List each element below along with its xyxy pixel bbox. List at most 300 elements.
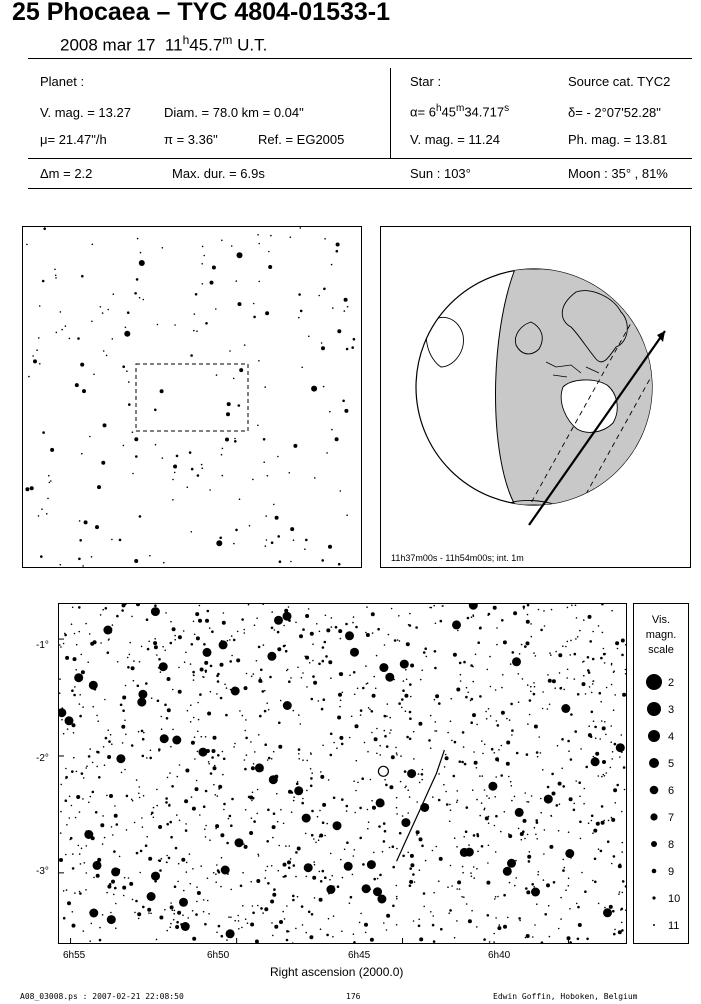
star-dot [322, 646, 325, 649]
star-dot [114, 887, 117, 890]
star-dot [339, 706, 341, 708]
star-dot [354, 849, 356, 851]
star-dot [164, 704, 167, 707]
star-dot [471, 616, 473, 618]
star-dot [622, 693, 626, 697]
star-dot [41, 508, 43, 510]
star-dot [216, 675, 219, 678]
star-dot [376, 753, 378, 755]
star-dot [63, 890, 65, 892]
star-dot [404, 694, 408, 698]
star-dot [594, 881, 597, 884]
star-dot [410, 696, 412, 698]
star-dot [416, 830, 420, 834]
star-dot [136, 779, 138, 781]
globe-caption: 11h37m00s - 11h54m00s; int. 1m [391, 553, 524, 563]
star-dot [471, 910, 473, 912]
star-dot [538, 871, 540, 873]
star-dot [65, 799, 68, 802]
star-dot [341, 930, 343, 932]
star-dot [593, 720, 595, 722]
star-dot [228, 916, 230, 918]
star-dot [209, 839, 211, 841]
star-dot [203, 648, 212, 657]
star-dot [509, 719, 511, 721]
star-dot [156, 789, 158, 791]
star-dot [451, 740, 453, 742]
star-dot [580, 748, 582, 750]
star-dot [226, 929, 235, 938]
star-dot [614, 790, 616, 792]
star-dot [302, 628, 305, 631]
star-dot [365, 932, 367, 934]
star-dot [63, 733, 65, 735]
star-dot [614, 743, 617, 746]
star-dot [199, 605, 201, 607]
star-dot [111, 826, 113, 828]
star-dot [93, 877, 95, 879]
star-dot [598, 625, 600, 627]
star-dot [445, 791, 447, 793]
star-dot [97, 485, 101, 489]
star-dot [320, 880, 323, 883]
star-dot [386, 715, 388, 717]
asteroid-path [397, 750, 445, 861]
star-dot [197, 702, 199, 704]
star-dot [249, 831, 253, 835]
star-dot [389, 732, 391, 734]
star-dot [89, 748, 91, 750]
star-dot [591, 757, 600, 766]
star-dot [481, 802, 483, 804]
star-dot [557, 745, 559, 747]
star-dot [75, 383, 79, 387]
star-dot [267, 652, 276, 661]
star-declination: δ= - 2°07'52.28" [568, 105, 661, 120]
star-dot [350, 648, 359, 657]
star-dot [336, 747, 338, 749]
star-dot [495, 917, 497, 919]
star-dot [549, 845, 553, 849]
star-dot [396, 924, 398, 926]
star-dot [234, 920, 236, 922]
star-dot [223, 868, 226, 871]
star-dot [591, 820, 593, 822]
star-dot [568, 831, 570, 833]
star-dot [274, 629, 276, 631]
star-dot [301, 367, 303, 369]
star-dot [567, 607, 569, 609]
star-dot [384, 779, 386, 781]
star-dot [288, 790, 292, 794]
star-dot [433, 605, 435, 607]
star-dot [350, 896, 353, 899]
star-dot [199, 814, 201, 816]
star-dot [498, 749, 500, 751]
star-dot [311, 834, 314, 837]
star-dot [228, 818, 230, 820]
star-dot [197, 474, 200, 477]
star-dot [65, 656, 69, 660]
star-dot [146, 757, 148, 759]
star-dot [140, 252, 142, 254]
star-dot [248, 604, 250, 606]
star-dot [96, 874, 100, 878]
star-dot [231, 635, 233, 637]
globe-chart [381, 227, 690, 567]
star-dot [166, 717, 169, 720]
star-dot [379, 874, 382, 877]
star-dot [325, 615, 327, 617]
star-dot [423, 651, 426, 654]
star-dot [153, 641, 157, 645]
star-dot [611, 610, 613, 612]
star-dot [268, 251, 270, 253]
star-dot [242, 872, 244, 874]
star-dot [156, 939, 158, 941]
star-dot [171, 785, 174, 788]
star-dot [331, 264, 333, 266]
star-dot [432, 796, 434, 798]
star-dot [406, 642, 410, 646]
star-dot [173, 919, 175, 921]
star-dot [384, 715, 387, 718]
star-dot [379, 745, 381, 747]
star-dot [430, 715, 432, 717]
star-dot [267, 882, 270, 885]
star-dot [603, 820, 605, 822]
star-dot [533, 652, 535, 654]
star-dot [386, 745, 389, 748]
star-dot [418, 773, 420, 775]
star-dot [141, 730, 144, 733]
x-tick-label: 6h40 [488, 950, 511, 961]
star-dot [222, 475, 224, 477]
star-dot [456, 846, 458, 848]
scale-label: 10 [668, 893, 681, 905]
star-dot [203, 255, 205, 257]
star-dot [286, 905, 288, 907]
star-dot [419, 782, 421, 784]
star-dot [122, 365, 125, 368]
star-dot [271, 922, 273, 924]
star-dot [185, 823, 187, 825]
star-dot [100, 642, 102, 644]
star-dot [481, 845, 484, 848]
star-dot [593, 829, 597, 833]
star-dot [200, 668, 204, 672]
star-dot [616, 743, 625, 752]
star-dot [107, 651, 110, 654]
star-dot [270, 900, 274, 904]
star-dot [78, 558, 81, 561]
star-dot [360, 913, 362, 915]
star-dot [277, 535, 280, 538]
star-dot [238, 928, 240, 930]
star-dot [514, 796, 516, 798]
event-hour: 11 [164, 35, 183, 55]
star-dot [534, 924, 536, 926]
star-dot [462, 866, 464, 868]
star-dot [324, 835, 326, 837]
star-dot [457, 630, 459, 632]
star-dot [507, 917, 509, 919]
star-dot [577, 693, 580, 696]
star-dot [445, 756, 449, 760]
star-dot [345, 623, 348, 626]
star-dot [304, 548, 306, 550]
star-dot [201, 263, 203, 265]
star-dot [215, 828, 217, 830]
star-dot [234, 438, 236, 440]
star-dot [582, 661, 584, 663]
star-dot [119, 856, 121, 858]
star-dot [126, 795, 129, 798]
star-dot [107, 915, 116, 924]
star-dot [621, 654, 624, 657]
star-dot [423, 906, 425, 908]
scale-dot [652, 869, 657, 874]
star-dot [264, 877, 266, 879]
star-dot [459, 888, 461, 890]
star-dot [99, 927, 101, 929]
star-dot [306, 686, 308, 688]
star-dot [328, 918, 330, 920]
star-dot [531, 795, 533, 797]
star-dot [318, 839, 320, 841]
star-dot [237, 252, 243, 258]
planet-diameter: Diam. = 78.0 km = 0.04" [164, 105, 304, 120]
star-dot [273, 812, 276, 815]
star-dot [230, 689, 232, 691]
star-dot [434, 650, 437, 653]
star-dot [218, 788, 220, 790]
star-dot [147, 892, 156, 901]
star-dot [535, 655, 537, 657]
star-dot [284, 918, 286, 920]
star-dot [466, 806, 469, 809]
star-dot [167, 677, 171, 681]
star-dot [229, 639, 231, 641]
star-dot [169, 772, 171, 774]
star-dot [544, 913, 547, 916]
star-dot [88, 802, 90, 804]
star-dot [353, 780, 355, 782]
star-dot [107, 755, 111, 759]
star-dot [395, 747, 397, 749]
ra-minutes-unit: m [455, 103, 465, 114]
star-dot [591, 692, 593, 694]
star-dot [191, 643, 194, 646]
star-dot [166, 823, 169, 826]
star-dot [488, 797, 490, 799]
star-dot [389, 717, 391, 719]
star-dot [189, 451, 192, 454]
star-dot [310, 753, 312, 755]
star-dot [571, 605, 573, 607]
star-dot [253, 673, 255, 675]
star-dot [319, 810, 321, 812]
star-dot [238, 404, 241, 407]
scale-label: 2 [668, 677, 675, 689]
star-dot [268, 265, 272, 269]
star-chart [59, 604, 626, 943]
star-dot [473, 866, 475, 868]
star-dot [139, 872, 141, 874]
star-dot [271, 627, 274, 630]
star-dot [532, 936, 534, 938]
star-dot [256, 879, 260, 883]
star-dot [326, 823, 328, 825]
magnitude-drop: Δm = 2.2 [40, 166, 93, 181]
star-dot [576, 903, 578, 905]
star-dot [183, 900, 187, 904]
star-dot [293, 800, 295, 802]
star-dot [194, 634, 196, 636]
scale-title-scale: scale [648, 644, 674, 656]
star-dot [192, 671, 195, 674]
star-dot [400, 660, 409, 669]
star-dot [299, 634, 303, 638]
star-dot [342, 692, 344, 694]
star-dot [89, 940, 91, 942]
star-dot [244, 344, 246, 346]
star-dot [342, 877, 344, 879]
star-dot [570, 857, 572, 859]
star-dot [92, 762, 94, 764]
star-dot [238, 302, 242, 306]
star-dot [523, 819, 527, 823]
star-dot [50, 480, 52, 482]
star-dot [111, 743, 113, 745]
star-dot [285, 845, 287, 847]
star-dot [591, 815, 594, 818]
star-dot [113, 850, 116, 853]
star-dot [587, 656, 590, 659]
star-dot [618, 893, 620, 895]
star-dot [592, 832, 594, 834]
star-dot [345, 631, 354, 640]
star-dot [196, 886, 198, 888]
star-dot [414, 881, 416, 883]
star-dot [527, 614, 529, 616]
star-dot [161, 728, 163, 730]
star-dot [101, 461, 105, 465]
star-dot [604, 775, 606, 777]
star-dot [156, 654, 158, 656]
star-dot [203, 911, 205, 913]
star-dot [495, 815, 498, 818]
star-dot [201, 736, 203, 738]
star-dot [339, 736, 343, 740]
star-dot [614, 929, 616, 931]
star-dot [364, 742, 366, 744]
star-dot [475, 654, 477, 656]
star-dot [561, 768, 563, 770]
star-dot [163, 562, 165, 564]
star-dot [150, 750, 152, 752]
star-dot [216, 374, 218, 376]
star-dot [124, 877, 126, 879]
star-dot [409, 880, 413, 884]
star-dot [366, 606, 368, 608]
scale-title-magn: magn. [645, 629, 677, 641]
star-dot [371, 800, 373, 802]
star-dot [438, 799, 441, 802]
star-dot [279, 560, 282, 563]
star-dot [314, 864, 316, 866]
star-dot [290, 561, 292, 563]
star-dot [401, 707, 403, 709]
star-dot [577, 636, 579, 638]
star-dot [48, 475, 50, 477]
star-dot [432, 850, 434, 852]
star-dot [208, 913, 210, 915]
star-dot [308, 608, 310, 610]
star-dot [463, 746, 465, 748]
star-dot [470, 721, 473, 724]
star-dot [93, 861, 102, 870]
star-dot [321, 559, 324, 562]
star-dot [540, 798, 542, 800]
star-dot [567, 740, 570, 743]
star-dot [496, 627, 498, 629]
star-dot [142, 906, 145, 909]
star-dot [369, 709, 371, 711]
star-dot [616, 784, 619, 787]
star-dot [598, 848, 600, 850]
star-dot [399, 640, 401, 642]
star-dot [110, 734, 112, 736]
star-dot [175, 847, 178, 850]
star-dot [271, 541, 274, 544]
star-dot [558, 928, 560, 930]
star-dot [496, 644, 498, 646]
star-dot [357, 782, 359, 784]
star-dot [509, 882, 511, 884]
star-dot [487, 614, 489, 616]
star-dot [250, 881, 252, 883]
star-dot [297, 896, 299, 898]
star-dot [249, 796, 253, 800]
star-dot [138, 690, 147, 699]
star-dot [467, 692, 469, 694]
star-dot [374, 737, 378, 741]
star-dot [205, 825, 207, 827]
star-dot [106, 355, 108, 357]
star-dot [503, 925, 507, 929]
star-dot [145, 844, 148, 847]
star-dot [319, 631, 321, 633]
star-dot [409, 711, 412, 714]
star-dot [386, 929, 388, 931]
star-dot [231, 245, 233, 247]
star-dot [290, 236, 292, 238]
y-tick-label: -2° [36, 753, 49, 764]
star-dot [141, 817, 143, 819]
star-dot [231, 655, 233, 657]
star-dot [585, 693, 587, 695]
star-dot [176, 814, 178, 816]
star-dot [216, 932, 218, 934]
star-dot [574, 653, 577, 656]
star-dot [451, 885, 453, 887]
star-dot [112, 834, 114, 836]
star-dot [73, 657, 77, 661]
star-dot [137, 685, 140, 688]
star-dot [229, 660, 232, 663]
star-dot [251, 766, 255, 770]
